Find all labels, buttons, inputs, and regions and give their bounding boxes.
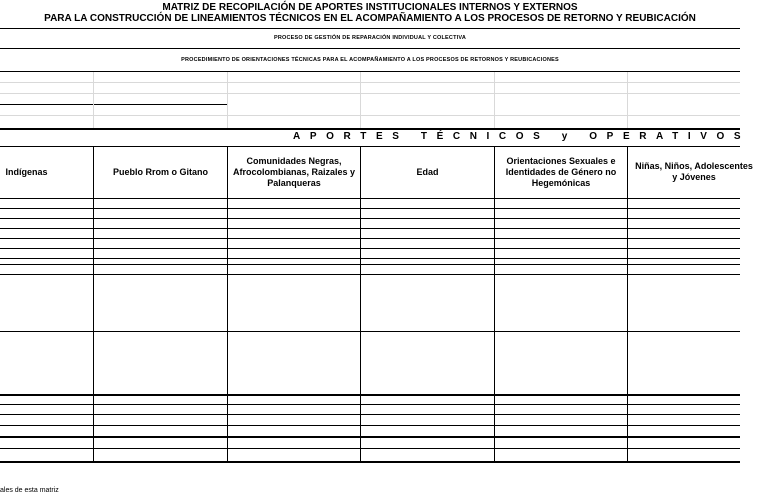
- section-header-bar: [0, 128, 751, 147]
- column-header-row: [0, 146, 753, 199]
- column-header-pueblo-rrom: Pueblo Rrom o Gitano: [93, 146, 227, 198]
- matrix-title-line-2: PARA LA CONSTRUCCIÓN DE LINEAMIENTOS TÉCNICOS EN EL ACOMPAÑAMIENTO A LOS PROCESOS DE RETORNO Y REUBICACIÓN: [44, 13, 696, 24]
- column-header-indigenas: Indígenas: [5, 166, 48, 177]
- column-header-comunidades-negras: Comunidades Negras, Afrocolombianas, Raizales y Palanqueras: [227, 146, 360, 198]
- section-title: APORTES TÉCNICOS y OPERATIVOS: [293, 131, 751, 142]
- process-name: PROCESO DE GESTIÓN DE REPARACIÓN INDIVIDUAL Y COLECTIVA: [0, 28, 740, 49]
- column-header-ninas-ninos: Niñas, Niños, Adolescentes y Jóvenes: [627, 146, 760, 198]
- title-block: [0, 0, 740, 29]
- data-grid: [0, 198, 740, 463]
- matrix-title-line-1: MATRIZ DE RECOPILACIÓN DE APORTES INSTITUCIONALES INTERNOS Y EXTERNOS: [162, 2, 578, 13]
- column-header-orientaciones-sexuales: Orientaciones Sexuales e Identidades de Género no Hegemónicas: [494, 146, 627, 198]
- footer-note: ales de esta matriz: [0, 487, 59, 494]
- procedure-name: PROCEDIMIENTO DE ORIENTACIONES TÉCNICAS PARA EL ACOMPAÑAMIENTO A LOS PROCESOS DE RETORNOS Y REUBICACIONES: [0, 49, 740, 72]
- column-header-edad: Edad: [360, 146, 494, 198]
